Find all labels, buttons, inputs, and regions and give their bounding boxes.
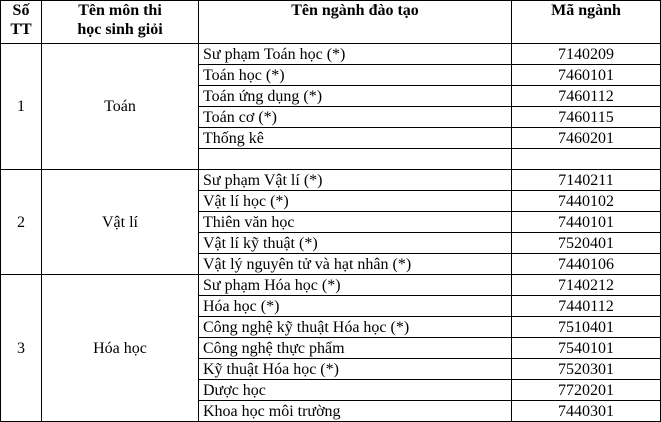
major-code-cell: 7520401 bbox=[512, 233, 661, 254]
header-row bbox=[1, 1, 661, 44]
major-code-cell: 7460115 bbox=[512, 107, 661, 128]
major-code-cell: 7540101 bbox=[512, 338, 661, 359]
major-name-cell: Thống kê bbox=[199, 128, 512, 149]
major-code-cell: 7720201 bbox=[512, 380, 661, 401]
subject-cell: Vật lí bbox=[42, 170, 199, 275]
major-code-cell: 7440102 bbox=[512, 191, 661, 212]
major-code-cell: 7140211 bbox=[512, 170, 661, 191]
major-name-cell: Công nghệ kỹ thuật Hóa học (*) bbox=[199, 317, 512, 338]
major-name-cell: Hóa học (*) bbox=[199, 296, 512, 317]
major-code-cell: 7520301 bbox=[512, 359, 661, 380]
header-stt-line1: Số bbox=[12, 2, 30, 19]
major-code-cell: 7440101 bbox=[512, 212, 661, 233]
major-name-cell: Toán học (*) bbox=[199, 65, 512, 86]
header-stt-line2: TT bbox=[10, 21, 32, 38]
major-name-cell: Toán cơ (*) bbox=[199, 107, 512, 128]
major-name-cell: Sư phạm Vật lí (*) bbox=[199, 170, 512, 191]
major-code-cell: 7460101 bbox=[512, 65, 661, 86]
major-name-cell: Công nghệ thực phẩm bbox=[199, 338, 512, 359]
major-code-cell bbox=[512, 149, 661, 170]
major-name-cell: Vật lí kỹ thuật (*) bbox=[199, 233, 512, 254]
row-number-cell: 2 bbox=[1, 170, 42, 275]
major-code-cell: 7140209 bbox=[512, 44, 661, 65]
major-code-cell: 7140212 bbox=[512, 275, 661, 296]
table-header bbox=[1, 1, 661, 44]
major-name-cell: Thiên văn học bbox=[199, 212, 512, 233]
major-code-cell: 7440106 bbox=[512, 254, 661, 275]
major-name-cell bbox=[199, 149, 512, 170]
header-code: Mã ngành bbox=[512, 1, 661, 44]
major-code-cell: 7510401 bbox=[512, 317, 661, 338]
major-name-cell: Vật lí học (*) bbox=[199, 191, 512, 212]
major-name-cell: Khoa học môi trường bbox=[199, 401, 512, 422]
header-major: Tên ngành đào tạo bbox=[199, 1, 512, 44]
row-number-cell: 1 bbox=[1, 44, 42, 170]
table-body bbox=[1, 44, 661, 422]
table-row bbox=[1, 44, 661, 65]
header-subject-line2: học sinh giỏi bbox=[77, 21, 163, 38]
row-number-cell: 3 bbox=[1, 275, 42, 422]
table-row bbox=[1, 275, 661, 296]
major-code-cell: 7440112 bbox=[512, 296, 661, 317]
major-name-cell: Sư phạm Hóa học (*) bbox=[199, 275, 512, 296]
major-name-cell: Kỹ thuật Hóa học (*) bbox=[199, 359, 512, 380]
major-code-cell: 7460112 bbox=[512, 86, 661, 107]
header-subject-line1: Tên môn thi bbox=[78, 2, 162, 19]
major-name-cell: Toán ứng dụng (*) bbox=[199, 86, 512, 107]
major-code-cell: 7460201 bbox=[512, 128, 661, 149]
subject-cell: Hóa học bbox=[42, 275, 199, 422]
header-stt bbox=[1, 1, 42, 44]
table-row bbox=[1, 170, 661, 191]
major-code-cell: 7440301 bbox=[512, 401, 661, 422]
header-subject bbox=[42, 1, 199, 44]
major-name-cell: Sư phạm Toán học (*) bbox=[199, 44, 512, 65]
major-name-cell: Dược học bbox=[199, 380, 512, 401]
subject-cell: Toán bbox=[42, 44, 199, 170]
major-name-cell: Vật lý nguyên tử và hạt nhân (*) bbox=[199, 254, 512, 275]
